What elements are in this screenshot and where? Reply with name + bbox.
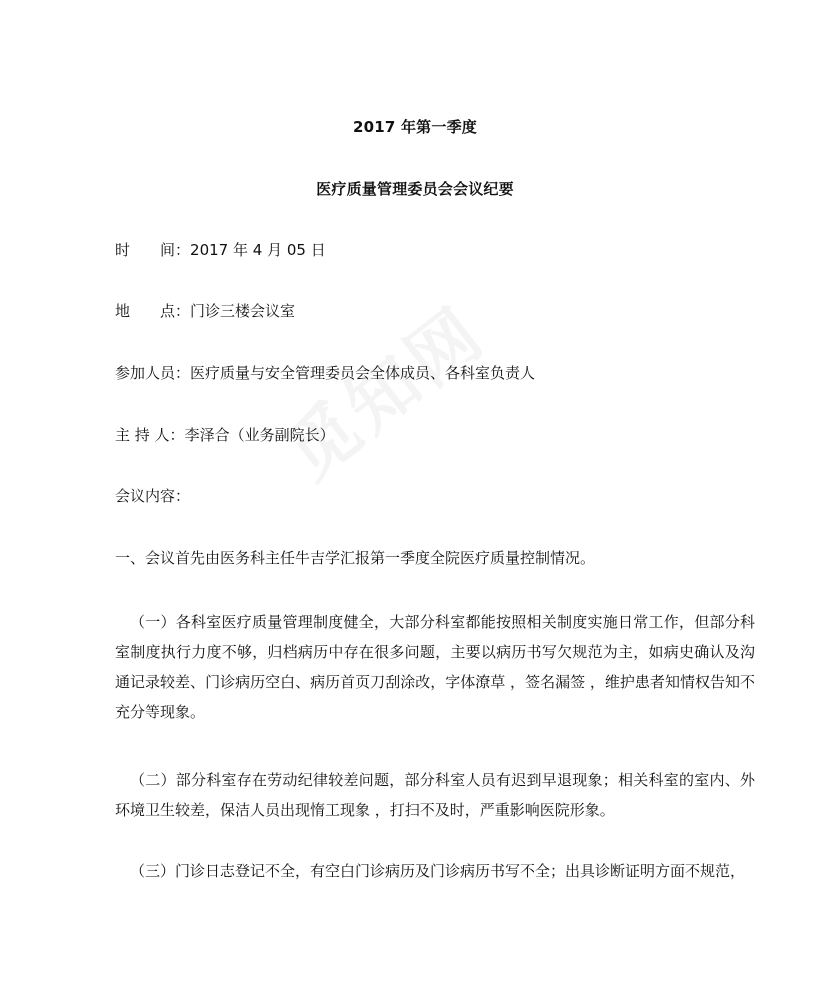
meta-attendees-label: 参加人员 (115, 364, 176, 382)
meta-time-colon: ： (175, 241, 191, 259)
meta-place-value: 门诊三楼会议室 (190, 302, 296, 320)
meta-attendees-line (115, 363, 535, 383)
document-title-year: 2017 年第一季度 (353, 118, 477, 136)
meta-host-colon: ： (169, 426, 185, 444)
meta-attendees-colon: ： (175, 364, 191, 382)
meta-time-value: 2017 年 4 月 05 日 (190, 241, 326, 259)
meta-attendees-value: 医疗质量与安全管理委员会全体成员、各科室负责人 (190, 364, 536, 382)
meta-place-colon: ： (175, 302, 191, 320)
meta-time-label-a: 时 (115, 241, 131, 259)
paragraph-3: （三）门诊日志登记不全，有空白门诊病历及门诊病历书写不全；出具诊断证明方面不规范， (130, 862, 746, 880)
meta-place-label-a: 地 (115, 302, 131, 320)
meta-content-label: 会议内容： (115, 487, 191, 505)
meta-time-line (115, 240, 326, 260)
paragraph-2: （二）部分科室存在劳动纪律较差问题，部分科室人员有迟到早退现象；相关科室的室内、外环境卫生较差，保洁人员出现惰工现象 ，打扫不及时，严重影响医院形象。 (115, 771, 755, 819)
meta-host-value: 李泽合（业务副院长） (184, 426, 335, 444)
meta-place-label-b: 点 (160, 302, 176, 320)
meta-host-line (115, 425, 335, 445)
section-one-heading: 一、会议首先由医务科主任牛吉学汇报第一季度全院医疗质量控制情况。 (115, 549, 596, 567)
meta-time-label-b: 间 (160, 241, 176, 259)
document-title-main: 医疗质量管理委员会会议纪要 (316, 180, 514, 198)
meta-host-label: 主 持 人 (115, 426, 170, 444)
meta-place-line (115, 301, 295, 321)
paragraph-1: （一）各科室医疗质量管理制度健全，大部分科室都能按照相关制度实施日常工作，但部分科室制度执行力度不够，归档病历中存在很多问题，主要以病历书写欠规范为主，如病史确认及沟通记录较差、门诊病历空白、病历首页刀刮涂改，字体潦草 ，签名漏签 ，维护患者知情权告知不充分等现象。 (115, 613, 755, 721)
